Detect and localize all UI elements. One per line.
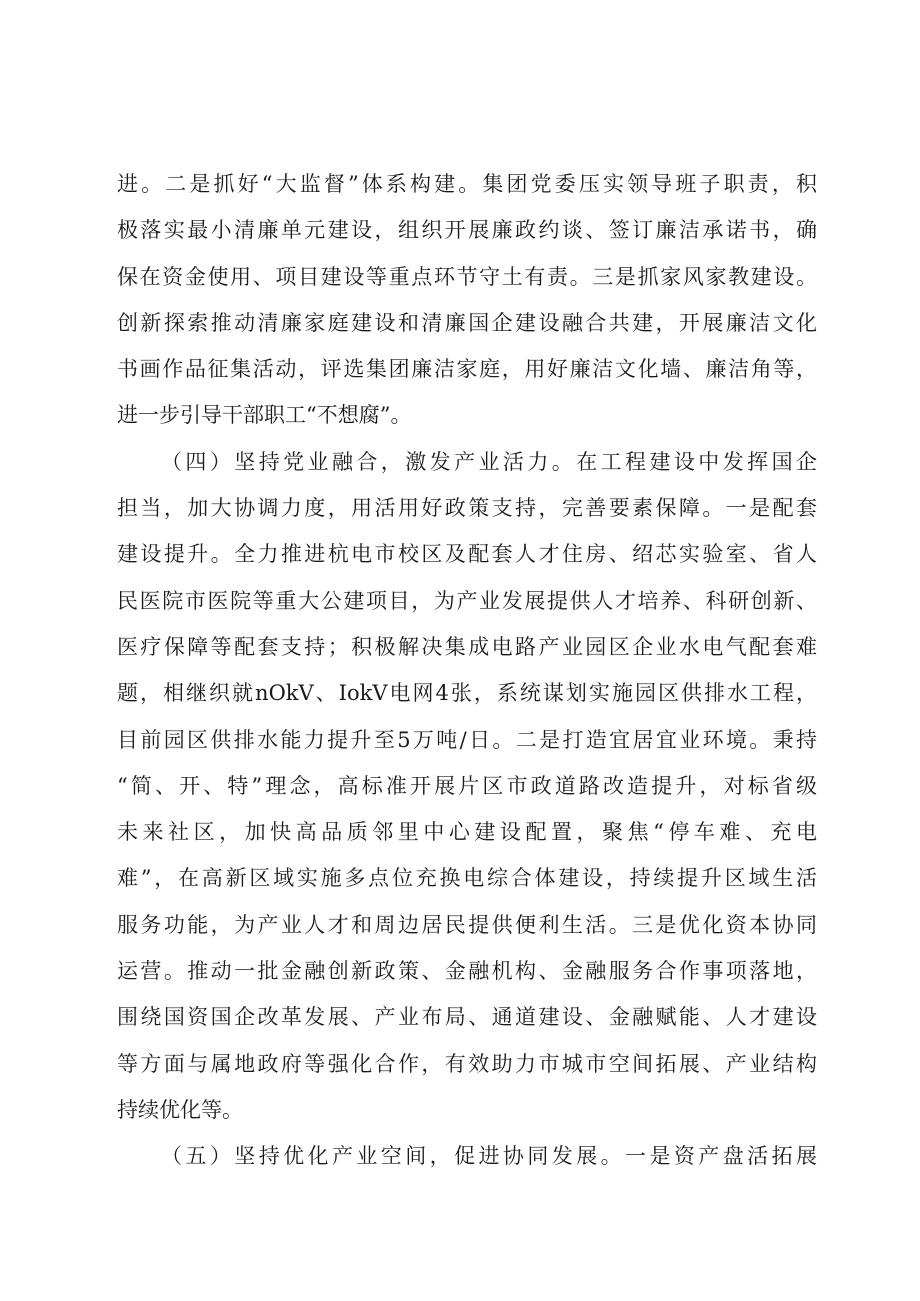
text-line: 建设提升。全力推进杭电市校区及配套人才住房、绍芯实验室、省人 [117,542,817,567]
text-line: 担当，加大协调力度，用活用好政策支持，完善要素保障。一是配套 [117,496,817,521]
text-line: 创新探索推动清廉家庭建设和清廉国企建设融合共建，开展廉洁文化 [117,310,817,335]
text-line: （四）坚持党业融合，激发产业活力。在工程建设中发挥国企 [161,449,817,474]
text-line: 等方面与属地政府等强化合作，有效助力市城市空间拓展、产业结构 [117,1051,817,1076]
text-line: “简、开、特”理念，高标准开展片区市政道路改造提升，对标省级 [117,773,817,798]
text-line: 运营。推动一批金融创新政策、金融机构、金融服务合作事项落地， [117,959,817,984]
text-line: 持续优化等。 [117,1097,243,1122]
text-line: 民医院市医院等重大公建项目，为产业发展提供人才培养、科研创新、 [117,588,817,613]
text-line: 进一步引导干部职工“不想腐”。 [117,403,412,428]
text-line: 极落实最小清廉单元建设，组织开展廉政约谈、签订廉洁承诺书，确 [117,218,817,243]
text-line: （五）坚持优化产业空间，促进协同发展。一是资产盘活拓展 [161,1144,817,1169]
text-line: 未来社区，加快高品质邻里中心建设配置，聚焦“停车难、充电 [117,820,817,845]
text-line: 服务功能，为产业人才和周边居民提供便利生活。三是优化资本协同 [117,912,817,937]
text-line: 进。二是抓好“大监督”体系构建。集团党委压实领导班子职责，积 [117,172,817,196]
text-line: 书画作品征集活动，评选集团廉洁家庭，用好廉洁文化墙、廉洁角等， [117,357,817,382]
text-line: 难”，在高新区域实施多点位充换电综合体建设，持续提升区域生活 [117,866,817,891]
text-line: 题，相继织就nOkV、IokV电网4张，系统谋划实施园区供排水工程， [117,681,817,706]
text-line: 保在资金使用、项目建设等重点环节守土有责。三是抓家风家教建设。 [117,264,817,289]
document-body [117,161,817,1180]
text-line: 目前园区供排水能力提升至5万吨/日。二是打造宜居宜业环境。秉持 [117,727,817,752]
text-line: 围绕国资国企改革发展、产业布局、通道建设、金融赋能、人才建设 [117,1005,817,1030]
text-line: 医疗保障等配套支持；积极解决集成电路产业园区企业水电气配套难 [117,634,817,659]
